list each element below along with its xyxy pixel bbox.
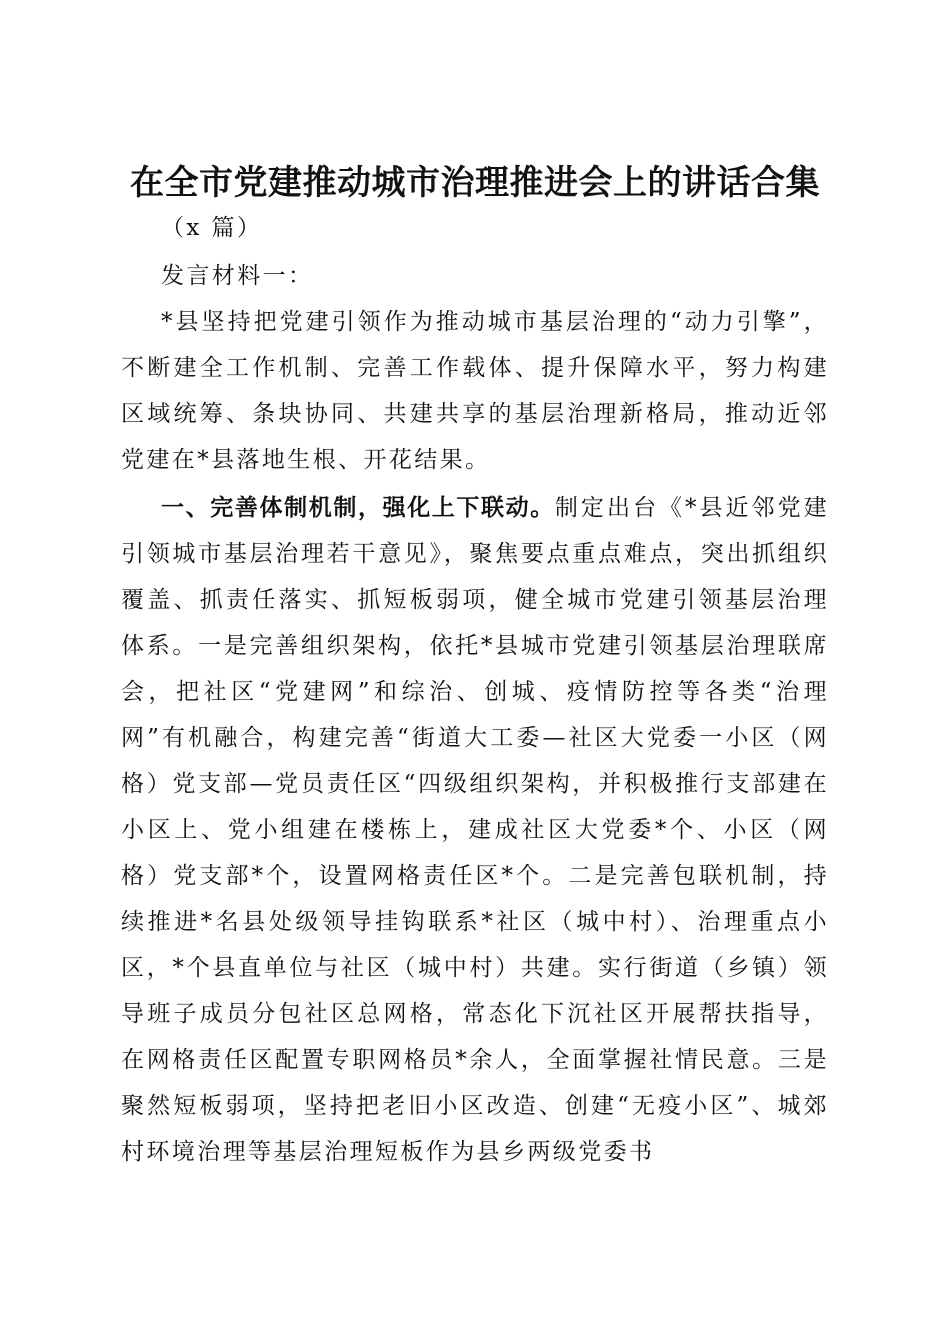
intro-paragraph: *县坚持把党建引领作为推动城市基层治理的“动力引擎”，不断建全工作机制、完善工作载体、提升保障水平，努力构建区域统筹、条块协同、共建共享的基层治理新格局，推动近邻党建在*县落地生根、开花结果。 (121, 309, 829, 473)
document-title: 在全市党建推动城市治理推进会上的讲话合集 (130, 162, 820, 203)
section-label: 发言材料一： (161, 263, 314, 289)
document-body (121, 205, 829, 1175)
section-one-body: 制定出台《*县近邻党建引领城市基层治理若干意见》，聚焦要点重点难点，突出抓组织覆盖、抓责任落实、抓短板弱项，健全城市党建引领基层治理体系。一是完善组织架构，依托*县城市党建引领基层治理联席会，把社区“党建网”和综治、创城、疫情防控等各类“治理网”有机融合，构建完善“街道大工委—社区大党委一小区（网格）党支部—党员责任区“四级组织架构，并积极推行支部建在小区上、党小组建在楼栋上，建成社区大党委*个、小区（网格）党支部*个，设置网格责任区*个。二是完善包联机制，持续推进*名县处级领导挂钩联系*社区（城中村）、治理重点小区，*个县直单位与社区（城中村）共建。实行街道（乡镇）领导班子成员分包社区总网格，常态化下沉社区开展帮扶指导，在网格责任区配置专职网格员*余人，全面掌握社情民意。三是聚然短板弱项，坚持把老旧小区改造、创建“无疫小区”、城郊村环境治理等基层治理短板作为县乡两级党委书 (121, 495, 829, 1165)
section-one-heading: 一、完善体制机制，强化上下联动。 (161, 495, 555, 521)
article-count-note: （x 篇） (161, 215, 263, 241)
section-one-paragraph (121, 485, 829, 1175)
